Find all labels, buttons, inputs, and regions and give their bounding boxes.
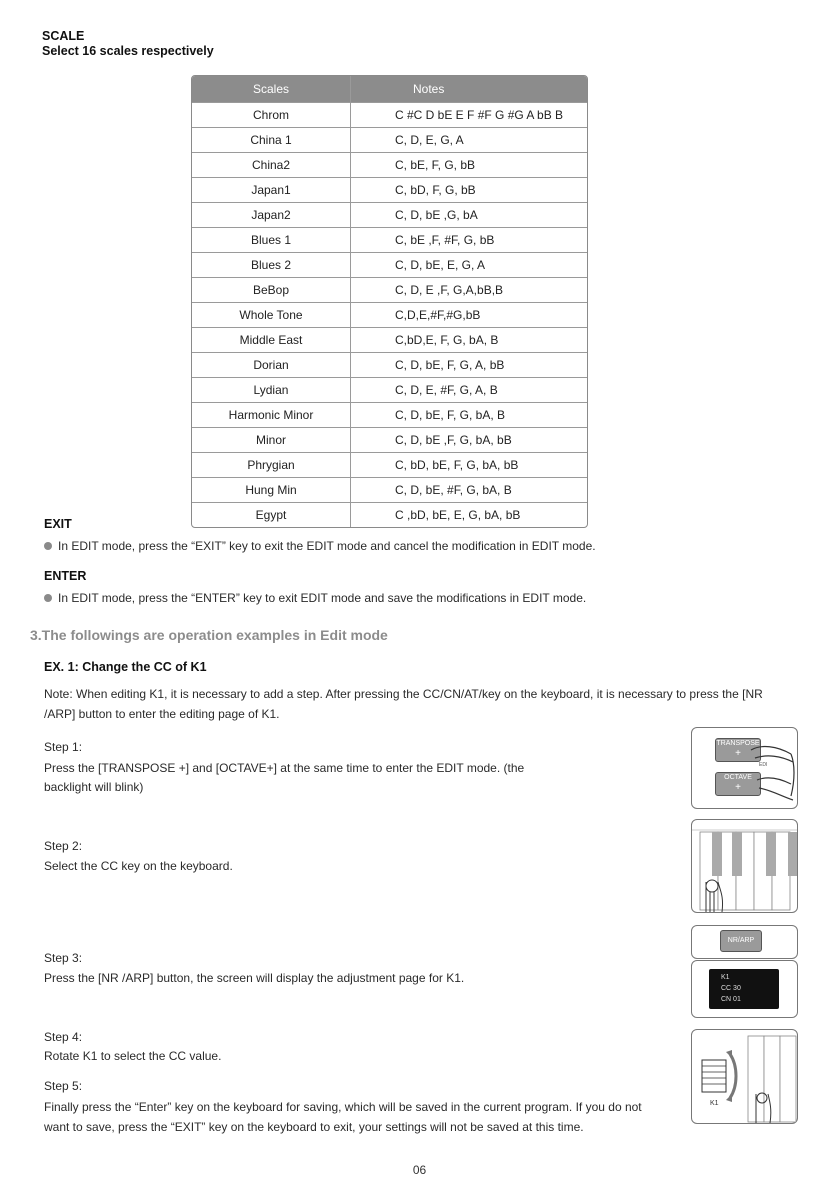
step-1-line2: backlight will blink) (44, 780, 144, 794)
scale-notes: C, bE, F, G, bB (395, 158, 476, 172)
table-row (192, 352, 587, 377)
table-row (192, 202, 587, 227)
enter-paragraph (44, 588, 586, 608)
scale-notes: C ,bD, bE, E, G, bA, bB (395, 508, 521, 522)
exit-text: In EDIT mode, press the “EXIT” key to exit the EDIT mode and cancel the modification in EDIT mode. (58, 539, 596, 553)
table-header (192, 76, 587, 102)
figure-screen (691, 960, 798, 1018)
step-5-line2: want to save, press the “EXIT” key on the keyboard to exit, your settings will not be saved at this time. (44, 1120, 584, 1134)
scale-name: Middle East (192, 328, 351, 352)
transpose-plus: + (735, 748, 741, 759)
table-row (192, 177, 587, 202)
table-row (192, 252, 587, 277)
figure-transpose-octave (691, 727, 798, 809)
scale-name: Phrygian (192, 453, 351, 477)
scale-name: China 1 (192, 128, 351, 152)
scale-name: China2 (192, 153, 351, 177)
scale-notes: C, D, E, #F, G, A, B (395, 383, 498, 397)
scale-name: Hung Min (192, 478, 351, 502)
scale-subtitle: Select 16 scales respectively (42, 44, 214, 58)
header-scales: Scales (192, 76, 351, 102)
scale-notes: C, D, E, G, A (395, 133, 464, 147)
lcd-screen (709, 969, 779, 1009)
screen-line-3: CN 01 (721, 996, 741, 1003)
scale-notes: C, bE ,F, #F, G, bB (395, 233, 495, 247)
table-row (192, 152, 587, 177)
example-note-line1: Note: When editing K1, it is necessary to add a step. After pressing the CC/CN/AT/key on the keyboard, it is necessary to press the [NR (44, 687, 763, 701)
step-2-label: Step 2: (44, 839, 83, 853)
step-4-label: Step 4: (44, 1030, 83, 1044)
step-5-line1: Finally press the “Enter” key on the keyboard for saving, which will be saved in the current program. If you do not (44, 1100, 642, 1114)
table-row (192, 477, 587, 502)
nrarp-button: NR/ARP (720, 930, 762, 952)
knob-rotate-icon (692, 1030, 797, 1123)
scale-name: BeBop (192, 278, 351, 302)
transpose-label: TRANSPOSE (716, 740, 760, 747)
scale-notes: C, bD, bE, F, G, bA, bB (395, 458, 519, 472)
scale-name: Japan2 (192, 203, 351, 227)
octave-label: OCTAVE (724, 774, 752, 781)
table-row (192, 302, 587, 327)
table-row (192, 502, 587, 527)
table-row (192, 427, 587, 452)
edit-label: EDI (759, 762, 768, 768)
table-row (192, 402, 587, 427)
scale-title: SCALE (42, 29, 85, 43)
figure-knob (691, 1029, 798, 1124)
scale-notes: C, bD, F, G, bB (395, 183, 476, 197)
scale-notes: C,D,E,#F,#G,bB (395, 308, 481, 322)
scale-notes: C, D, bE, E, G, A (395, 258, 486, 272)
figure-keyboard (691, 819, 798, 913)
scale-table (191, 75, 588, 528)
bullet-icon (44, 594, 52, 602)
scale-name: Minor (192, 428, 351, 452)
keyboard-icon (692, 820, 797, 912)
scale-name: Dorian (192, 353, 351, 377)
scale-name: Blues 1 (192, 228, 351, 252)
screen-line-1: K1 (721, 974, 730, 981)
exit-paragraph (44, 536, 596, 556)
step-3-line1: Press the [NR /ARP] button, the screen will display the adjustment page for K1. (44, 971, 465, 985)
scale-name: Blues 2 (192, 253, 351, 277)
knob-label: K1 (710, 1100, 719, 1107)
scale-notes: C #C D bE E F #F G #G A bB B (395, 108, 564, 122)
hand-icon (747, 740, 797, 806)
scale-name: Egypt (192, 503, 351, 527)
step-1-label: Step 1: (44, 740, 83, 754)
scale-name: Japan1 (192, 178, 351, 202)
scale-name: Lydian (192, 378, 351, 402)
enter-text: In EDIT mode, press the “ENTER” key to exit EDIT mode and save the modifications in EDIT mode. (58, 591, 587, 605)
table-row (192, 277, 587, 302)
table-row (192, 377, 587, 402)
table-row (192, 227, 587, 252)
scale-notes: C, D, bE, F, G, A, bB (395, 358, 505, 372)
step-2-line1: Select the CC key on the keyboard. (44, 859, 233, 873)
exit-title: EXIT (44, 517, 72, 531)
example-note-line2: /ARP] button to enter the editing page of K1. (44, 707, 280, 721)
bullet-icon (44, 542, 52, 550)
scale-notes: C, D, bE, #F, G, bA, B (395, 483, 512, 497)
octave-plus: + (735, 782, 741, 793)
example-title: EX. 1: Change the CC of K1 (44, 660, 207, 674)
step-4-line1: Rotate K1 to select the CC value. (44, 1049, 222, 1063)
scale-notes: C, D, E ,F, G,A,bB,B (395, 283, 504, 297)
scale-notes: C, D, bE ,F, G, bA, bB (395, 433, 512, 447)
enter-title: ENTER (44, 569, 87, 583)
table-row (192, 452, 587, 477)
table-row (192, 102, 587, 127)
step-1-line1: Press the [TRANSPOSE +] and [OCTAVE+] at the same time to enter the EDIT mode. (the (44, 761, 525, 775)
scale-name: Whole Tone (192, 303, 351, 327)
page-number: 06 (412, 1163, 427, 1177)
section-heading: 3.The followings are operation examples in Edit mode (30, 627, 388, 643)
scale-name: Harmonic Minor (192, 403, 351, 427)
step-5-label: Step 5: (44, 1079, 83, 1093)
scale-notes: C, D, bE ,G, bA (395, 208, 478, 222)
scale-notes: C, D, bE, F, G, bA, B (395, 408, 506, 422)
table-row (192, 327, 587, 352)
scale-notes: C,bD,E, F, G, bA, B (395, 333, 499, 347)
figure-nrarp (691, 925, 798, 959)
scale-name: Chrom (192, 103, 351, 127)
table-row (192, 127, 587, 152)
header-notes: Notes (413, 82, 445, 96)
step-3-label: Step 3: (44, 951, 83, 965)
screen-line-2: CC 30 (721, 985, 741, 992)
